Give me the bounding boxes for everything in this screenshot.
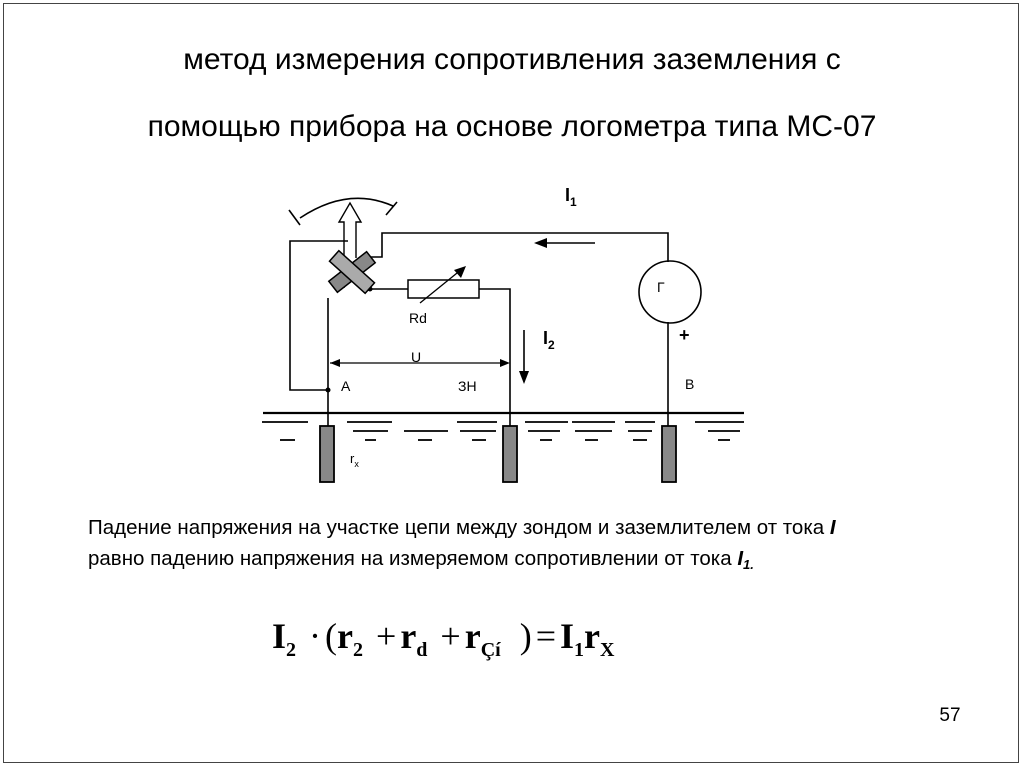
resistor-rd xyxy=(408,280,479,298)
wire-rd-to-zn xyxy=(479,289,510,428)
u-arrowhead-right xyxy=(500,359,510,367)
rd-arrowhead xyxy=(454,266,466,278)
meter-tick-left xyxy=(289,210,300,225)
label-b: В xyxy=(685,376,695,392)
generator-circle xyxy=(639,261,701,323)
label-i2: $I_2$ xyxy=(543,328,555,352)
explanation-line-2: равно падению напряжения на измеряемом сопротивлении от тока $I_{1.}$ xyxy=(88,547,754,572)
label-plus: + xyxy=(679,325,690,345)
i1-arrowhead xyxy=(534,238,547,248)
label-a: А xyxy=(341,378,351,394)
label-rx: $r_x$ xyxy=(350,451,359,469)
formula: $I_2 \cdot (r_2 + r_d + r_{Çí}$ ) = $I_1r_X$ xyxy=(272,616,615,661)
label-u: U xyxy=(411,349,422,365)
node-a-dot xyxy=(326,388,331,393)
electrode-a xyxy=(320,426,334,482)
page-number: 57 xyxy=(939,705,961,726)
slide-title-line-1: метод измерения сопротивления заземления с xyxy=(183,43,841,76)
u-arrowhead-left xyxy=(330,359,340,367)
electrode-b xyxy=(662,426,676,482)
label-rd: Rd xyxy=(409,310,427,326)
label-i1: $I_1$ xyxy=(565,185,577,209)
explanation-line-1: Падение напряжения на участке цепи между зондом и заземлителем от тока I xyxy=(88,516,836,539)
i2-arrowhead xyxy=(519,371,529,384)
label-generator: Г xyxy=(657,279,665,295)
electrode-zn xyxy=(503,426,517,482)
label-zn: ЗН xyxy=(458,378,477,394)
symbol-i2: I xyxy=(829,516,836,539)
slide-title-line-2: помощью прибора на основе логометра типа МС-07 xyxy=(147,110,877,143)
symbol-i1: I xyxy=(737,547,744,570)
wire-top xyxy=(368,233,668,262)
